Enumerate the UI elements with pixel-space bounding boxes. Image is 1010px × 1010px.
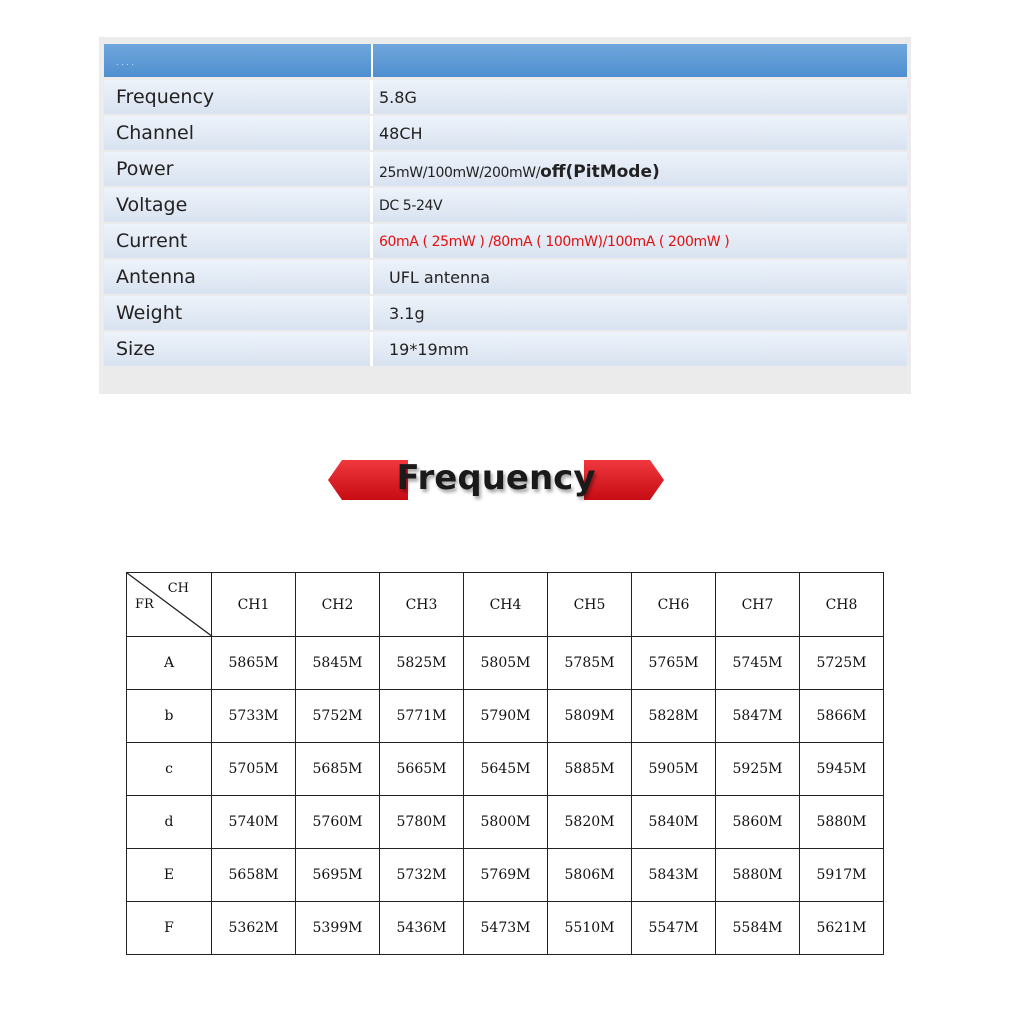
frequency-cell: 5436M (380, 902, 464, 955)
frequency-cell: 5840M (632, 796, 716, 849)
column-header: CH8 (800, 573, 884, 637)
frequency-cell: 5745M (716, 637, 800, 690)
column-header: CH2 (296, 573, 380, 637)
corner-col-label: CH (167, 581, 189, 596)
power-levels: 25mW/100mW/200mW/ (379, 165, 541, 181)
column-divider (370, 224, 373, 258)
column-divider (370, 332, 373, 366)
frequency-cell: 5860M (716, 796, 800, 849)
frequency-cell: 5733M (212, 690, 296, 743)
spec-label: Frequency (116, 86, 215, 108)
frequency-cell: 5945M (800, 743, 884, 796)
frequency-cell: 5865M (212, 637, 296, 690)
column-divider (370, 152, 373, 186)
spec-row-power (104, 152, 907, 186)
banner-title: Frequency (396, 458, 596, 498)
frequency-cell: 5765M (632, 637, 716, 690)
spec-row-current (104, 224, 907, 258)
spec-value: 48CH (379, 124, 423, 143)
frequency-cell: 5645M (464, 743, 548, 796)
column-header: CH6 (632, 573, 716, 637)
frequency-cell: 5925M (716, 743, 800, 796)
spec-label: Power (116, 158, 174, 180)
table-row (127, 849, 884, 902)
frequency-cell: 5847M (716, 690, 800, 743)
frequency-cell: 5665M (380, 743, 464, 796)
frequency-cell: 5621M (800, 902, 884, 955)
corner-row-label: FR (135, 597, 154, 612)
spec-value (379, 162, 660, 182)
frequency-cell: 5806M (548, 849, 632, 902)
frequency-cell: 5866M (800, 690, 884, 743)
frequency-cell: 5760M (296, 796, 380, 849)
frequency-cell: 5362M (212, 902, 296, 955)
frequency-table (126, 572, 884, 955)
spec-label: Voltage (116, 194, 188, 216)
column-divider (370, 80, 373, 114)
frequency-cell: 5800M (464, 796, 548, 849)
column-header: CH3 (380, 573, 464, 637)
frequency-cell: 5695M (296, 849, 380, 902)
spec-label: Weight (116, 302, 183, 324)
spec-row-channel (104, 116, 907, 150)
column-header: CH7 (716, 573, 800, 637)
frequency-cell: 5658M (212, 849, 296, 902)
frequency-cell: 5769M (464, 849, 548, 902)
frequency-cell: 5473M (464, 902, 548, 955)
spec-row-antenna (104, 260, 907, 294)
frequency-cell: 5828M (632, 690, 716, 743)
table-header-row (127, 573, 884, 637)
frequency-cell: 5780M (380, 796, 464, 849)
table-row (127, 743, 884, 796)
row-header: E (127, 849, 212, 902)
column-divider (370, 188, 373, 222)
frequency-cell: 5771M (380, 690, 464, 743)
column-header: CH4 (464, 573, 548, 637)
frequency-cell: 5785M (548, 637, 632, 690)
frequency-cell: 5547M (632, 902, 716, 955)
frequency-cell: 5905M (632, 743, 716, 796)
spec-value: 5.8G (379, 88, 417, 107)
frequency-cell: 5825M (380, 637, 464, 690)
pit-mode-label: off(PitMode) (540, 162, 660, 182)
frequency-cell: 5705M (212, 743, 296, 796)
spec-value: 3.1g (389, 304, 425, 323)
frequency-cell: 5805M (464, 637, 548, 690)
frequency-cell: 5790M (464, 690, 548, 743)
column-divider (370, 260, 373, 294)
table-row (127, 902, 884, 955)
header-dots: . . . . (116, 58, 134, 67)
frequency-cell: 5725M (800, 637, 884, 690)
spec-value: DC 5-24V (379, 198, 443, 214)
row-header: A (127, 637, 212, 690)
frequency-cell: 5685M (296, 743, 380, 796)
table-row (127, 637, 884, 690)
row-header: b (127, 690, 212, 743)
frequency-cell: 5510M (548, 902, 632, 955)
spec-label: Current (116, 230, 188, 252)
spec-label: Size (116, 338, 156, 360)
spec-value: UFL antenna (389, 268, 491, 287)
spec-label: Channel (116, 122, 195, 144)
row-header: c (127, 743, 212, 796)
frequency-cell: 5885M (548, 743, 632, 796)
column-divider (370, 296, 373, 330)
column-header: CH1 (212, 573, 296, 637)
spec-value: 60mA ( 25mW ) /80mA ( 100mW)/100mA ( 200mW ) (379, 234, 730, 250)
frequency-cell: 5917M (800, 849, 884, 902)
table-row (127, 690, 884, 743)
spec-row-size (104, 332, 907, 366)
spec-value: 19*19mm (389, 340, 469, 359)
spec-row-weight (104, 296, 907, 330)
column-header: CH5 (548, 573, 632, 637)
frequency-cell: 5752M (296, 690, 380, 743)
table-row (127, 796, 884, 849)
frequency-cell: 5843M (632, 849, 716, 902)
column-divider (370, 116, 373, 150)
corner-cell (127, 573, 212, 637)
frequency-cell: 5399M (296, 902, 380, 955)
frequency-cell: 5809M (548, 690, 632, 743)
frequency-cell: 5880M (800, 796, 884, 849)
row-header: F (127, 902, 212, 955)
spec-table-header (104, 44, 907, 77)
frequency-cell: 5732M (380, 849, 464, 902)
frequency-cell: 5845M (296, 637, 380, 690)
frequency-banner (328, 452, 664, 508)
column-divider (371, 44, 373, 77)
spec-panel (99, 37, 911, 394)
frequency-cell: 5820M (548, 796, 632, 849)
frequency-cell: 5880M (716, 849, 800, 902)
frequency-cell: 5584M (716, 902, 800, 955)
spec-row-frequency (104, 80, 907, 114)
frequency-cell: 5740M (212, 796, 296, 849)
spec-label: Antenna (116, 266, 196, 288)
spec-row-voltage (104, 188, 907, 222)
row-header: d (127, 796, 212, 849)
